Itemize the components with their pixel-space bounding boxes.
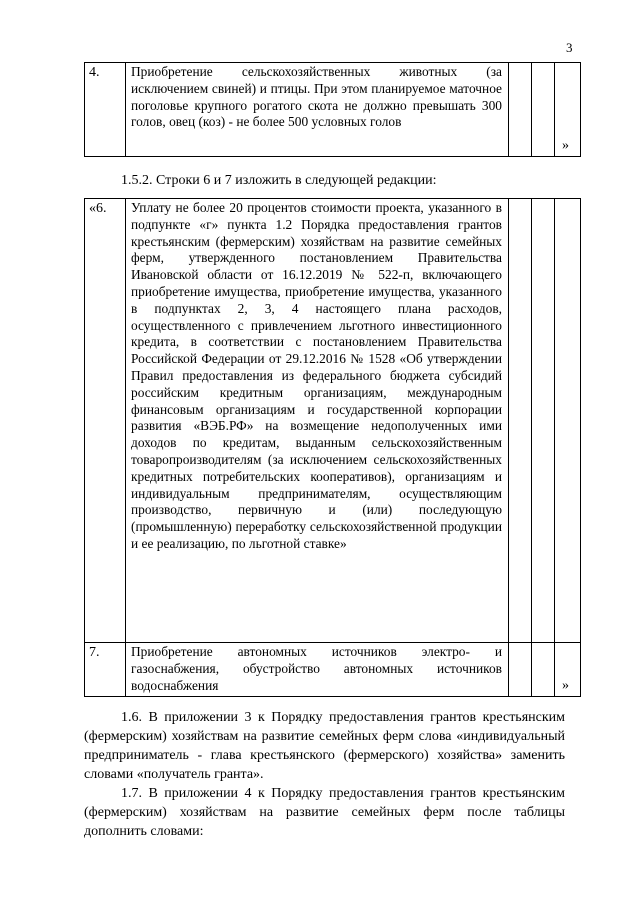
closing-quote: »: [562, 678, 569, 694]
table-row: [85, 643, 581, 697]
empty-cell: [509, 199, 532, 643]
plan-table-fragment-row-4: [84, 62, 581, 157]
paragraph-1-7: 1.7. В приложении 4 к Порядку предоставления грантов крестьянским (фермерским) хозяйствам на развитие семейных ферм после таблицы дополнить словами:: [84, 786, 565, 839]
empty-cell: [532, 643, 555, 697]
row-description: Уплату не более 20 процентов стоимости проекта, указанного в подпункте «г» пункта 1.2 Порядка предоставления грантов крестьянским (фермерским) хозяйствам на развитие семейных ферм, утвержденного постановлением Правительства Ивановской области от 16.12.2019 № 522-п, включающего приобретение имущества, приобретение имущества, указанного в подпунктах 2, 3, 4 настоящего плана расходов, осуществленного с привлечением льготного инвестиционного кредита, в соответствии с постановлением Правительства Российской Федерации от 29.12.2016 № 1528 «Об утверждении Правил предоставления из федерального бюджета субсидий российским кредитным организациям, международным финансовым организациям и государственной корпорации развития «ВЭБ.РФ» на возмещение недополученных ими доходов по кредитам, выданным сельскохозяйственным товаропроизводителям (за исключением сельскохозяйственных кредитных потребительских кооперативов), организациям и индивидуальным предпринимателям, осуществляющим производство, первичную и (или) последующую (промышленную) переработку сельскохозяйственной продукции и ее реализацию, по льготной ставке»: [126, 199, 509, 643]
closing-quote: »: [562, 138, 569, 153]
empty-cell: [555, 63, 581, 157]
paragraph-1-5-2: 1.5.2. Строки 6 и 7 изложить в следующей редакции:: [121, 173, 437, 188]
empty-cell: [509, 63, 532, 157]
empty-cell: [555, 643, 581, 697]
plan-table-fragment-rows-6-7: [84, 198, 581, 697]
paragraph-1-6: 1.6. В приложении 3 к Порядку предоставления грантов крестьянским (фермерским) хозяйствам на развитие семейных ферм слова «индивидуальный предприниматель - глава крестьянского (фермерского) хозяйства» заменить словами «получатель гранта».: [84, 710, 565, 782]
row-description: Приобретение автономных источников электро- и газоснабжения, обустройство автономных источников водоснабжения: [126, 643, 509, 697]
table-row: [85, 199, 581, 643]
row-number: 7.: [85, 643, 126, 697]
empty-cell: [555, 199, 581, 643]
row-description: Приобретение сельскохозяйственных животных (за исключением свиней) и птицы. При этом планируемое маточное поголовье крупного рогатого скота не должно превышать 300 голов, овец (коз) - не более 500 условных голов: [126, 63, 509, 157]
row-number: «6.: [85, 199, 126, 643]
empty-cell: [532, 63, 555, 157]
empty-cell: [532, 199, 555, 643]
empty-cell: [509, 643, 532, 697]
page-number: 3: [566, 40, 573, 55]
row-number: 4.: [85, 63, 126, 157]
table-row: [85, 63, 581, 157]
